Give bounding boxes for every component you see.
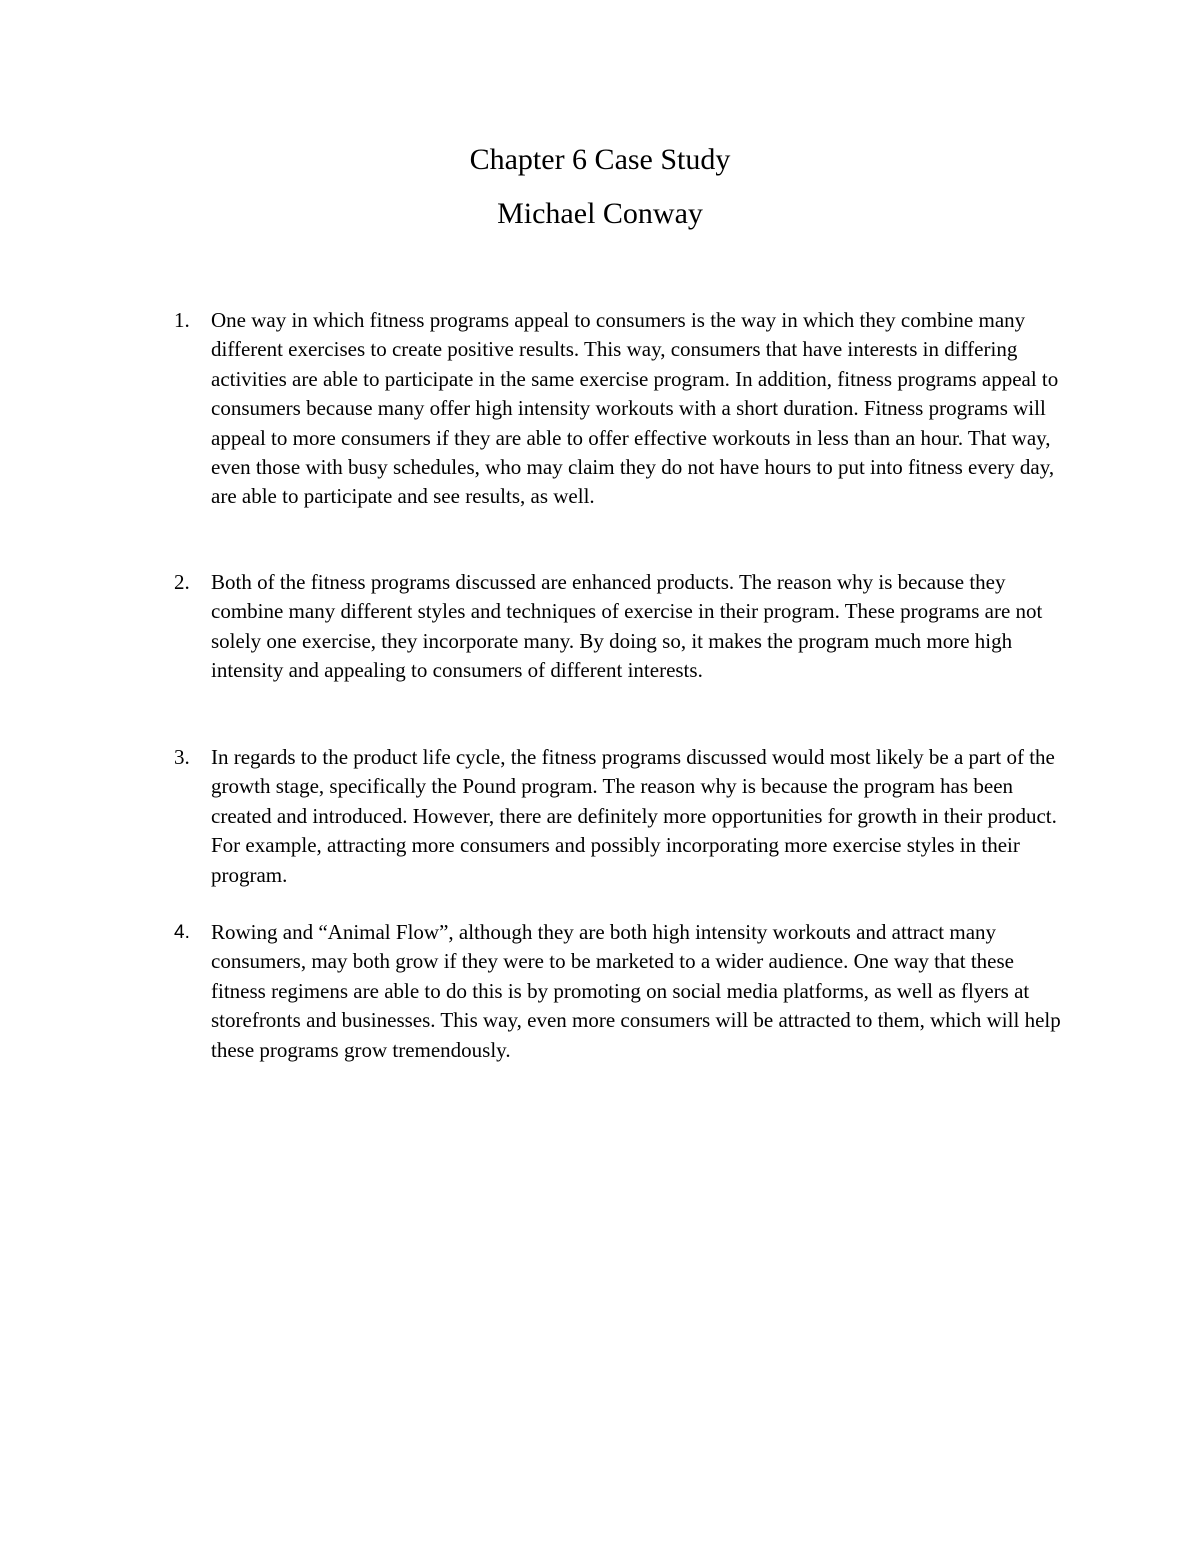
list-item-text: Both of the fitness programs discussed are enhanced products. The reason why is because they combine many different styles and techniques of exercise in their program. These programs are not solely one exercise, they incorporate many. By doing so, it makes the program much more high intensity and appealing to consumers of different interests. [211,570,1043,683]
author-name: Michael Conway [497,197,703,230]
list-item-text: Rowing and “Animal Flow”, although they are both high intensity workouts and attract many consumers, may both grow if they were to be marketed to a wider audience. One way that these fitness regimens are able to do this is by promoting on social media platforms, as well as flyers at storefronts and businesses. This way, even more consumers will be attracted to them, which will help these programs grow tremendously. [211,920,1061,1062]
page-title: Chapter 6 Case Study [469,143,731,176]
list-item-number: 4. [174,922,190,943]
list-item-text: In regards to the product life cycle, the fitness programs discussed would most likely be a part of the growth stage, specifically the Pound program. The reason why is because the program has been created and introduced. However, there are definitely more opportunities for growth in their product. For example, attracting more consumers and possibly incorporating more exercise styles in their program. [211,745,1057,887]
list-item-number: 2. [174,570,190,594]
list-item-number: 1. [174,308,190,332]
list-item-text: One way in which fitness programs appeal to consumers is the way in which they combine many different exercises to create positive results. This way, consumers that have interests in differing activities are able to participate in the same exercise program. In addition, fitness programs appeal to consumers because many offer high intensity workouts with a short duration. Fitness programs will appeal to more consumers if they are able to offer effective workouts in less than an hour. That way, even those with busy schedules, who may claim they do not have hours to put into fitness every day, are able to participate and see results, as well. [211,308,1059,509]
list-item-number: 3. [174,745,190,769]
